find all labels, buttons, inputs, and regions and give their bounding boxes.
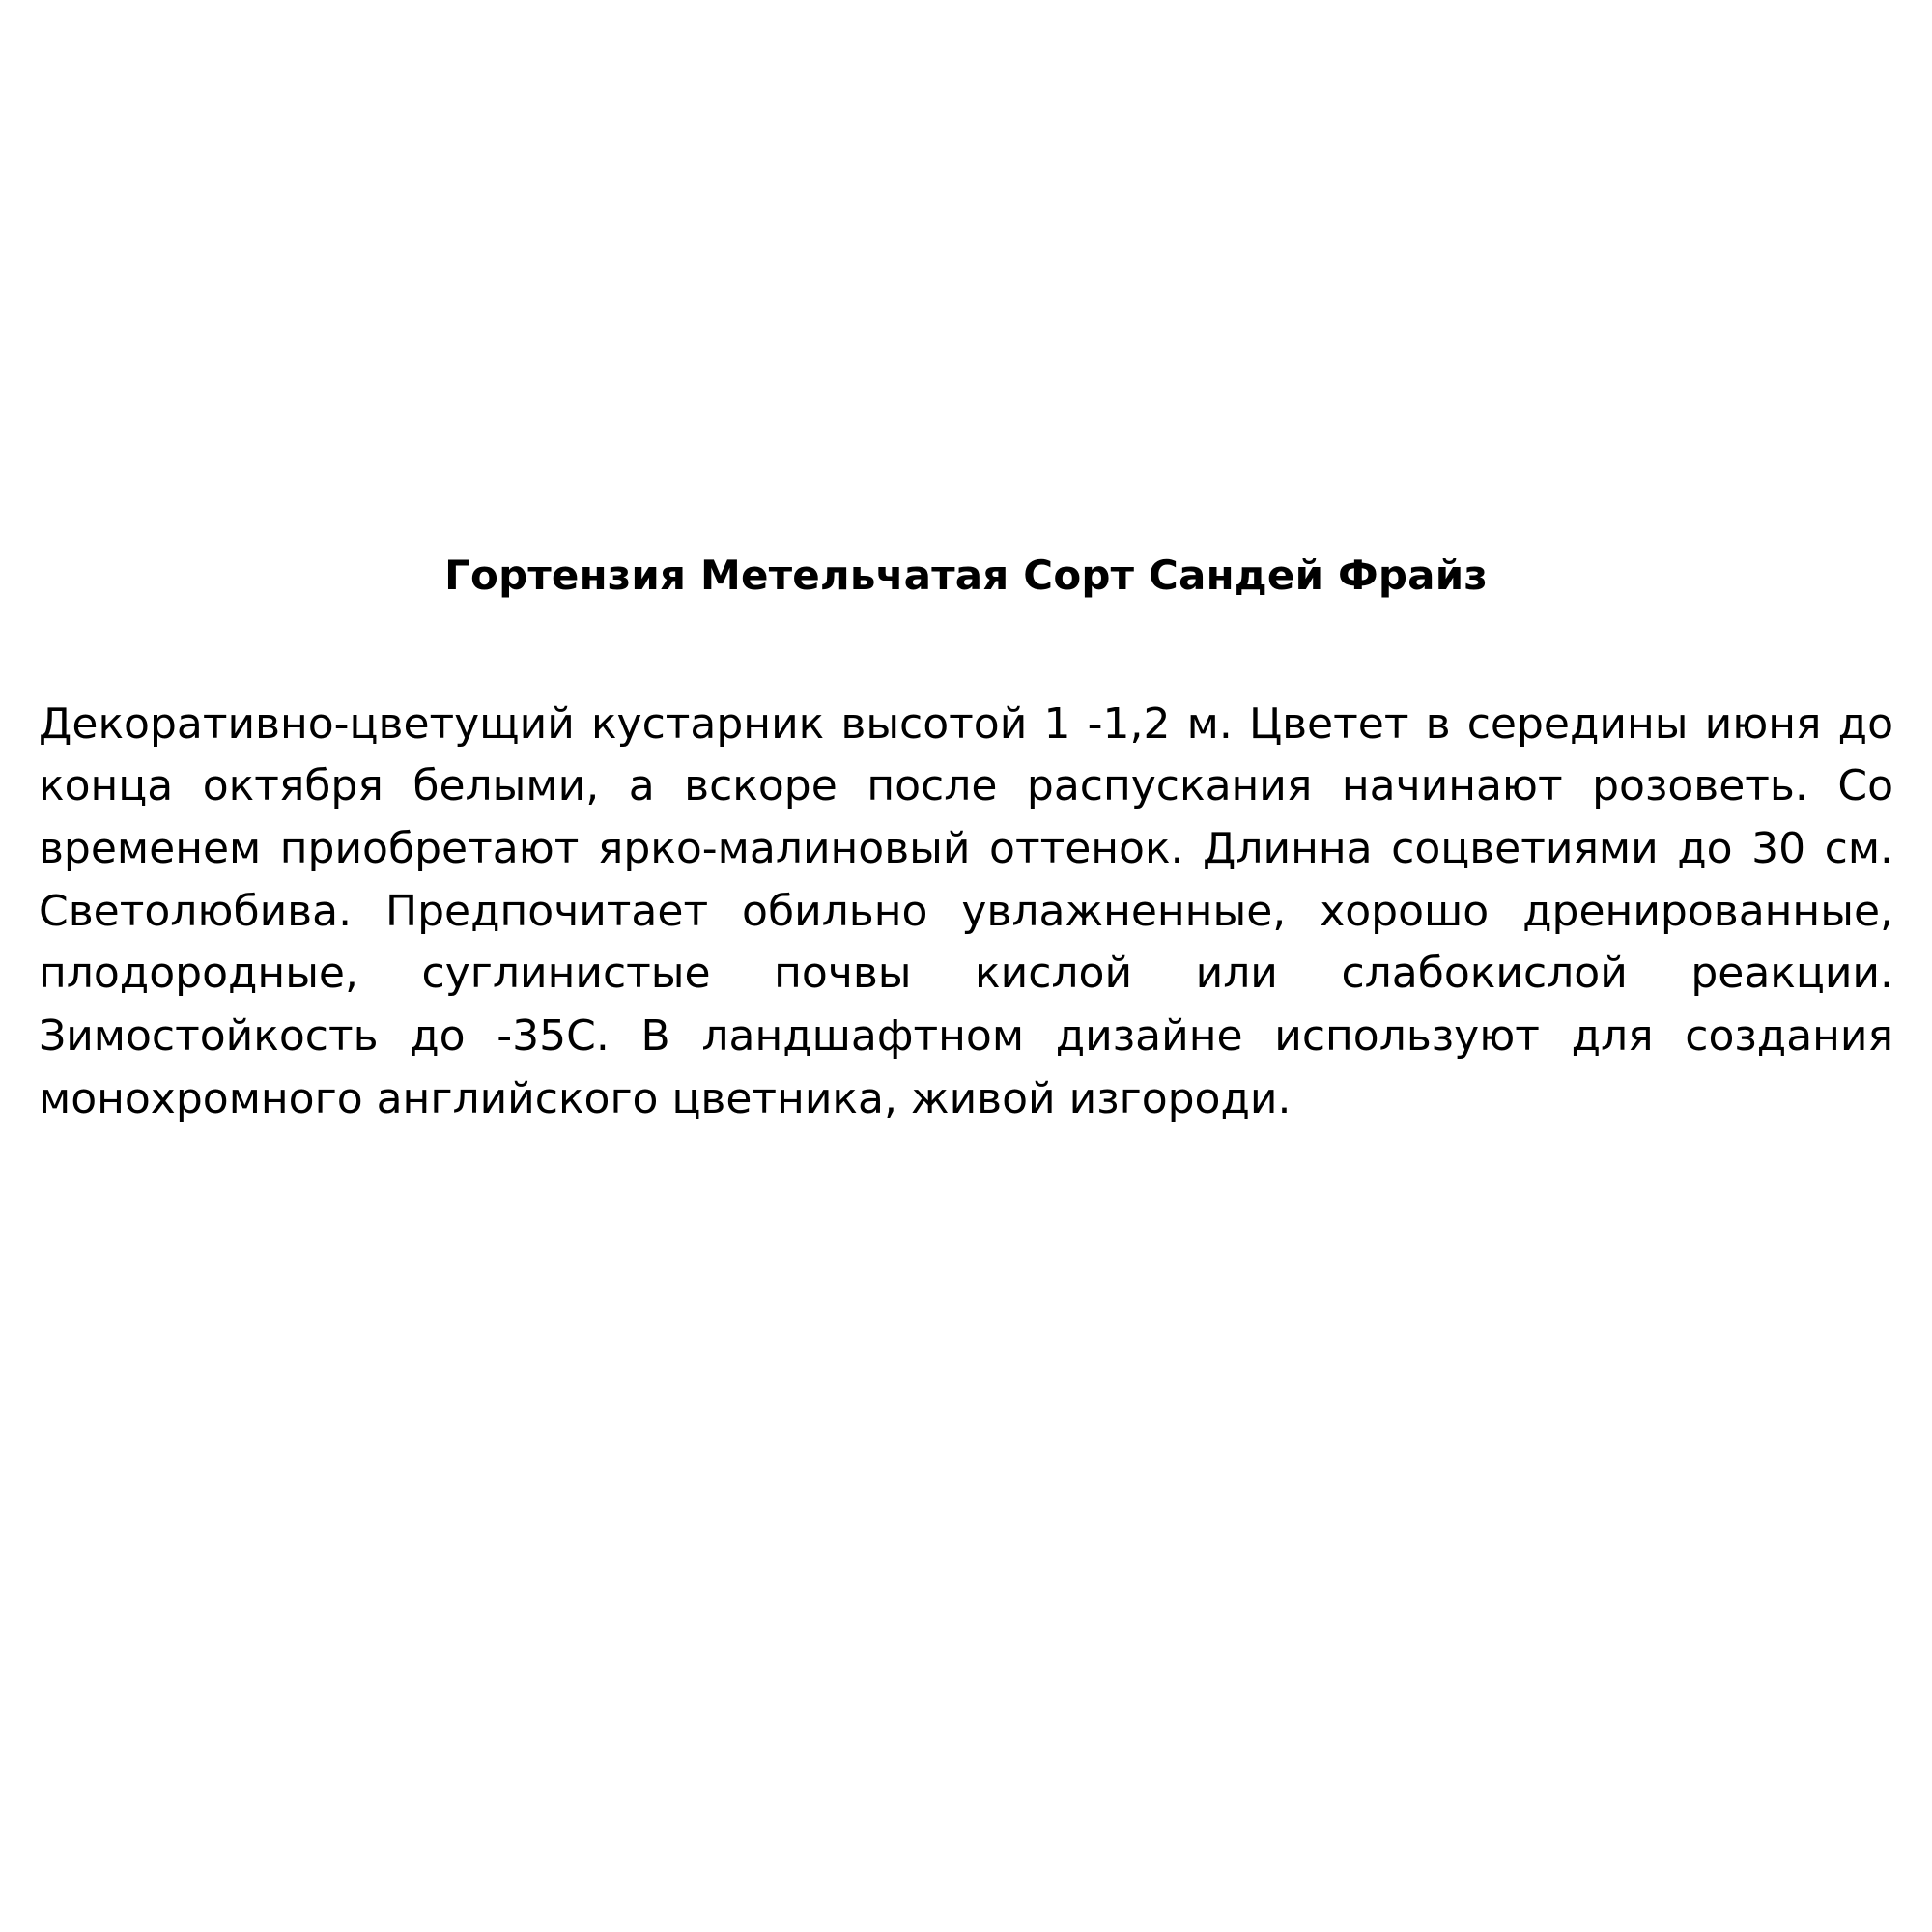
page-title: Гортензия Метельчатая Сорт Сандей Фрайз — [444, 552, 1488, 599]
body-paragraph: Декоративно-цветущий кустарник высотой 1 -1,2 м. Цветет в середины июня до конца октября белыми, а вскоре после распускания начинают розоветь. Со временем приобретают ярко-малиновый оттенок. Длинна соцветиями до 30 см. Светолюбива. Предпочитает обильно увлажненные, хорошо дренированные, плодородные, суглинистые почвы кислой или слабокислой реакции. Зимостойкость до -35С. В ландшафтном дизайне используют для создания монохромного английского цветника, живой изгороди. — [39, 698, 1893, 1123]
document-content — [39, 551, 1893, 1130]
